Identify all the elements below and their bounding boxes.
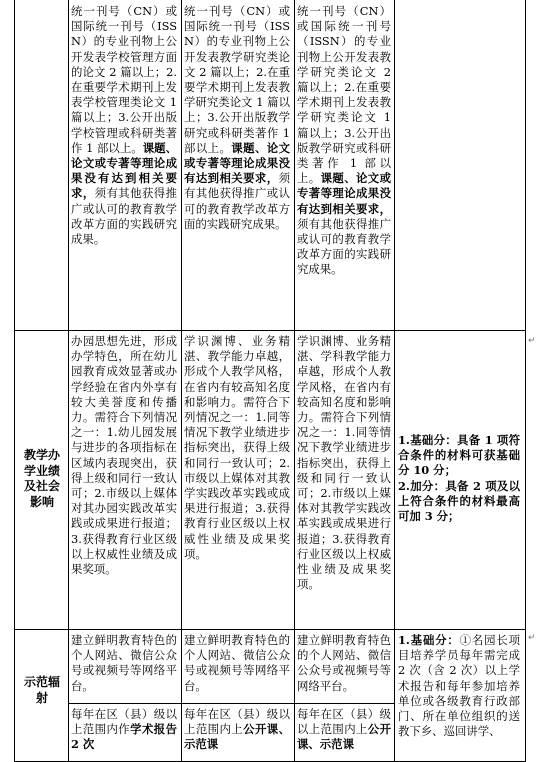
mid-row-col1-criteria: 办园思想先进，形成办学特色，所在幼儿园教育成效显著或办学经验在省内外享有较大美誉度和传播力。需符合下列情况之一：1.幼儿园发展与进步的各项指标在区域内表现突出，获得上级和同行一致认可；2.市级以上媒体对其办园实践改革实践或成果进行报道；3.获得教育行业区级以上权威性业绩及成果奖项。 <box>71 334 177 577</box>
row-label-demonstration: 示范辐射 <box>23 675 60 705</box>
top-row-col2-criteria: 统一刊号（CN）或国际统一刊号（ISSN）的专业刊物上公开发表教学研究类论文 2 篇以上；2.在重要学术期刊上发表教学研究类论文 1 篇以上；3.公开出版教学研究或科研类著作 1 部以上。课题、论文或专著等理论成果没有达到相关要求，须有其他获得推广或认可的教育教学改革方面的实践研究成果。 <box>184 4 290 231</box>
paragraph-mark: ↵ <box>528 633 536 643</box>
column-divider <box>68 0 69 762</box>
bottom-row-col3-platform: 建立鲜明教育特色的个人网站、微信公众号或视频号等网络平台。 <box>297 633 391 693</box>
bottom-row-col3-report: 每年在区（县）级以上范围内上公开课、示范课 <box>297 707 391 752</box>
paragraph-mark: ↵ <box>528 336 536 346</box>
top-row-col1-criteria: 统一刊号（CN）或国际统一刊号（ISSN）的专业刊物上公开发表学校管理方面的论文 2 篇以上；2.在重要学术期刊上发表学校管理类论文 1 篇以上；3.公开出版学校管理或科研类著作 1 部以上。课题、论文或专著等理论成果没有达到相关要求，须有其他获得推广或认可的教育教学改革方面的实践研究成果。 <box>71 4 177 247</box>
bottom-row-col1-report: 每年在区（县）级以上范围内作学术报告 2 次 <box>71 707 177 752</box>
top-row-col3-criteria: 统一刊号（CN）或国际统一刊号（ISSN）的专业刊物上公开发表教学研究类论文 2 篇以上；2.在重要学术期刊上发表教学研究类论文 1 篇以上；3.公开出版教学研究或科研类著作 1 部以上。课题、论文或专著等理论成果没有达到相关要求，须有其他获得推广或认可的教育教学改革方面的实践研究成果。 <box>297 4 391 277</box>
bottom-row-scoring: 1.基础分：①名园长项目培养学员每年需完成 2 次（含 2 次）以上学术报告和每年参加培养单位或各级教育行政部门、所在单位组织的送教下乡、巡回讲学、 <box>398 633 520 739</box>
bottom-row-col2-report: 每年在区（县）级以上范围内上公开课、示范课 <box>184 707 290 752</box>
column-divider <box>294 0 295 762</box>
mid-row-col3-criteria: 学识渊博、业务精湛、学科教学能力卓越，形成个人教学风格，在省内有较高知名度和影响力。需符合下列情况之一：1.同等情况下教学业绩进步指标突出，获得上级和同行一致认可；2.市级以上媒体对其教学实践改革实践或成果进行报道；3.获得教育行业区级以上权威性业绩及成果奖项。 <box>297 334 391 592</box>
mid-row-scoring: 1.基础分：具备 1 项符合条件的材料可获基础分 10 分； 2.加分：具备 2 项及以上符合条件的材料最高可加 3 分； <box>398 433 520 524</box>
column-divider <box>394 0 395 762</box>
row-divider <box>68 703 394 704</box>
mid-row-col2-criteria: 学识渊博、业务精湛、教学能力卓越，形成个人教学风格，在省内有较高知名度和影响力。需符合下列情况之一：1.同等情况下教学业绩进步指标突出，获得上级和同行一致认可；2.市级以上媒体对其教学实践改革实践或成果进行报道；3.获得教育行业区级以上权威性业绩及成果奖项。 <box>184 334 290 561</box>
row-divider <box>15 330 526 331</box>
table-right-border <box>525 0 526 762</box>
column-divider <box>181 0 182 762</box>
bottom-row-col2-platform: 建立鲜明教育特色的个人网站、微信公众号或视频号等网络平台。 <box>184 633 290 693</box>
row-label-teaching-performance: 教学办学业绩及社会影响 <box>23 448 60 509</box>
bottom-row-col1-platform: 建立鲜明教育特色的个人网站、微信公众号或视频号等网络平台。 <box>71 633 177 693</box>
row-divider <box>15 629 526 630</box>
